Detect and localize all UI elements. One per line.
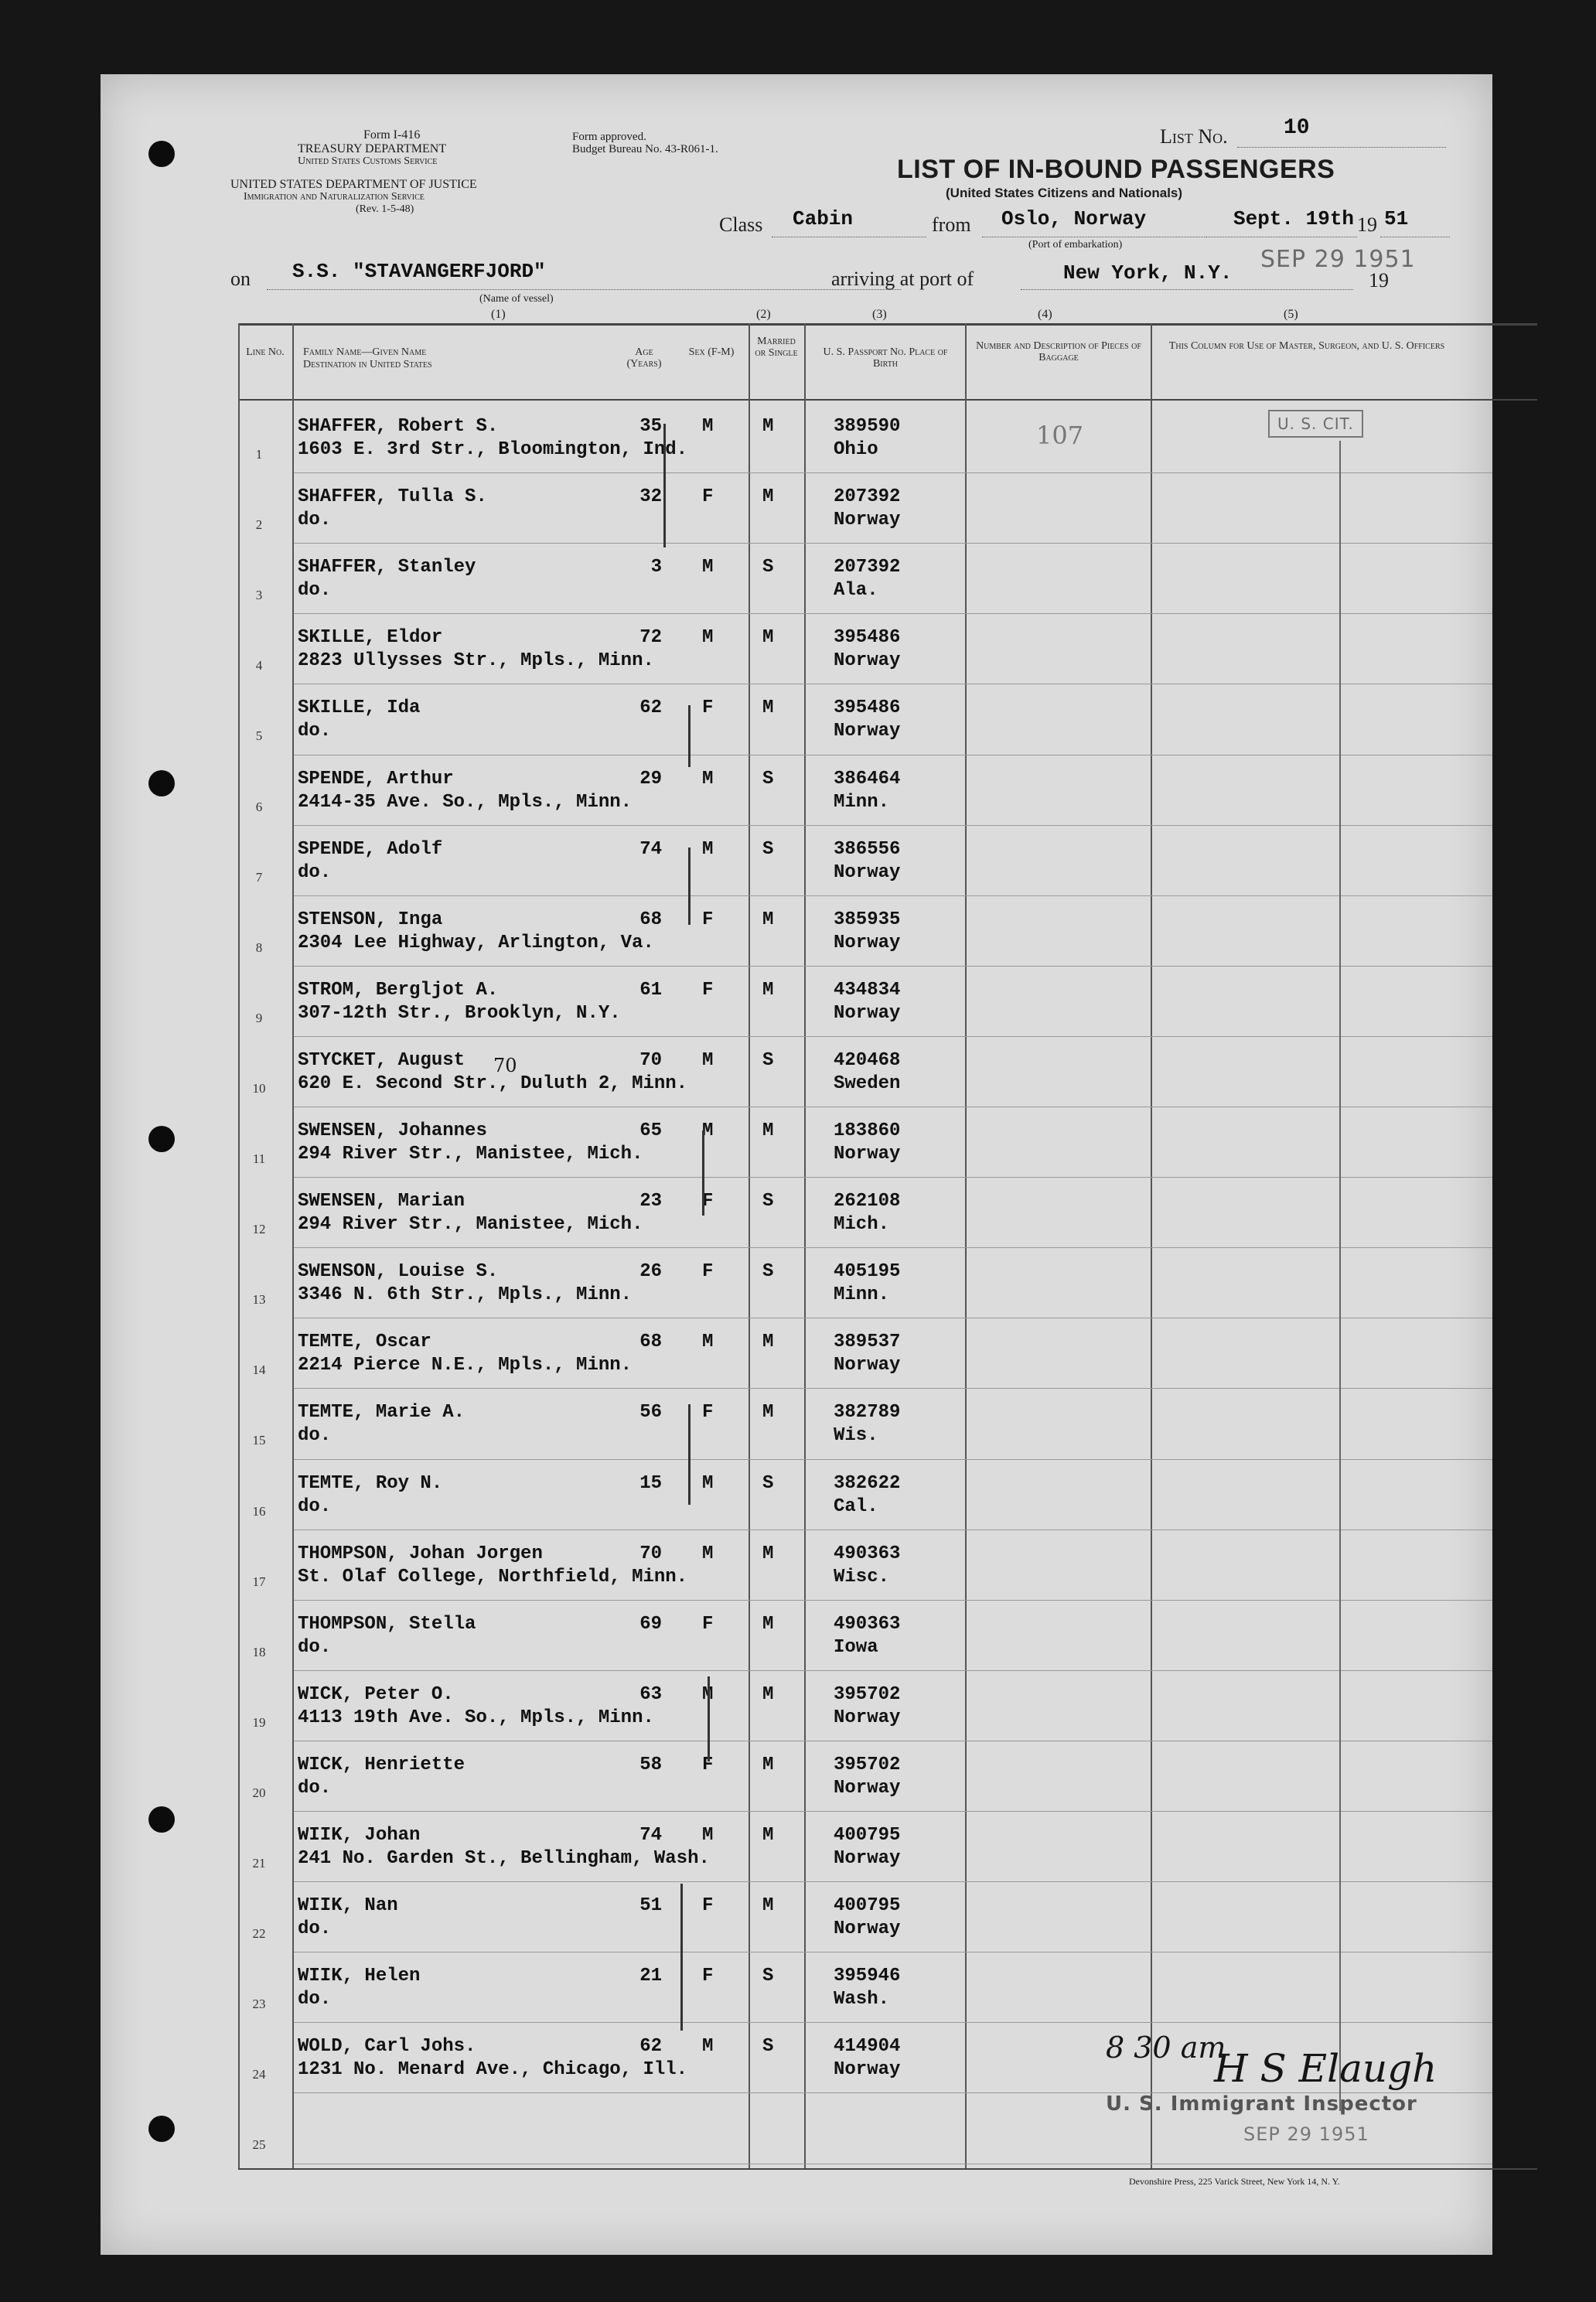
passenger-destination: St. Olaf College, Northfield, Minn.	[298, 1566, 688, 1588]
passenger-sex: M	[702, 1543, 714, 1564]
place-of-birth: Norway	[834, 1848, 901, 1869]
binder-hole	[148, 141, 175, 167]
passenger-marital: M	[762, 1543, 774, 1564]
passenger-sex: F	[702, 1261, 714, 1283]
passenger-age: 70	[639, 1049, 662, 1071]
from-value: Oslo, Norway	[1001, 207, 1147, 230]
passenger-destination: 620 E. Second Str., Duluth 2, Minn.	[298, 1073, 688, 1094]
port-value: New York, N.Y.	[1063, 261, 1233, 285]
passenger-marital: S	[762, 2036, 774, 2058]
line-number: 22	[252, 1926, 266, 1942]
passenger-destination: 2823 Ullysses Str., Mpls., Minn.	[298, 650, 654, 672]
binder-hole	[148, 770, 175, 796]
passenger-sex: F	[702, 1754, 714, 1775]
place-of-birth: Norway	[834, 1002, 901, 1024]
passenger-destination: do.	[298, 1636, 332, 1658]
inspector-date-stamp: SEP 29 1951	[1243, 2123, 1369, 2145]
passenger-marital: M	[762, 1120, 774, 1141]
pen-bracket	[688, 847, 691, 925]
us-citizen-stamp: U. S. CIT.	[1268, 410, 1363, 438]
passport-number: 382789	[834, 1402, 901, 1424]
passenger-marital: M	[762, 1754, 774, 1775]
place-of-birth: Norway	[834, 721, 901, 742]
port-underline	[1021, 289, 1353, 290]
passport-number: 395486	[834, 697, 901, 719]
col-head-baggage: Number and Description of Pieces of Baggage	[976, 340, 1141, 363]
passenger-marital: M	[762, 1683, 774, 1705]
list-no-underline	[1237, 147, 1446, 148]
place-of-birth: Norway	[834, 1777, 901, 1799]
passport-number: 382622	[834, 1472, 901, 1494]
passenger-destination: 1603 E. 3rd Str., Bloomington, Ind.	[298, 439, 688, 460]
col-num-5: (5)	[1284, 308, 1298, 321]
passenger-destination: 294 River Str., Manistee, Mich.	[298, 1214, 643, 1236]
passenger-destination: do.	[298, 861, 332, 883]
form-revision: (Rev. 1-5-48)	[356, 203, 414, 215]
form-number: Form I-416	[363, 128, 421, 142]
passenger-name: SPENDE, Arthur	[298, 768, 454, 790]
passenger-sex: M	[702, 1049, 714, 1071]
row-divider	[294, 1036, 1492, 1037]
passenger-destination: do.	[298, 1425, 332, 1447]
col-head-name: Family Name—Given Name	[303, 346, 427, 358]
passenger-age: 61	[639, 979, 662, 1001]
line-number: 14	[252, 1362, 266, 1378]
passenger-destination: 1231 No. Menard Ave., Chicago, Ill.	[298, 2059, 688, 2081]
list-no-value: 10	[1284, 116, 1310, 140]
passenger-sex: F	[702, 1613, 714, 1635]
place-of-birth: Mich.	[834, 1214, 890, 1236]
passport-number: 207392	[834, 486, 901, 508]
passenger-age: 74	[639, 1825, 662, 1846]
passenger-marital: M	[762, 1825, 774, 1846]
passenger-name: WOLD, Carl Johs.	[298, 2036, 476, 2058]
passenger-marital: S	[762, 1966, 774, 1987]
passenger-sex: F	[702, 697, 714, 719]
col-divider	[965, 323, 967, 2168]
passenger-name: SHAFFER, Robert S.	[298, 416, 499, 437]
line-number: 23	[252, 1997, 266, 2012]
pen-bracket	[663, 424, 666, 547]
passenger-sex: M	[702, 2036, 714, 2058]
passenger-age: 56	[639, 1402, 662, 1424]
passenger-name: STROM, Bergljot A.	[298, 979, 499, 1001]
row-divider	[294, 2022, 1492, 2023]
place-of-birth: Norway	[834, 1355, 901, 1376]
passenger-age: 70	[639, 1543, 662, 1564]
vessel-name: S.S. "STAVANGERFJORD"	[292, 260, 546, 283]
passenger-age: 21	[639, 1966, 662, 1987]
passenger-sex: M	[702, 557, 714, 578]
row-divider	[294, 1811, 1492, 1812]
col-num-4: (4)	[1038, 308, 1052, 321]
line-number: 9	[255, 1010, 263, 1025]
budget-bureau: Budget Bureau No. 43-R061-1.	[572, 143, 718, 155]
place-of-birth: Sweden	[834, 1073, 901, 1094]
august-age-note: 70	[493, 1055, 517, 1076]
passenger-sex: M	[702, 1683, 714, 1705]
row-divider	[294, 1881, 1492, 1882]
place-of-birth: Cal.	[834, 1495, 878, 1517]
passenger-marital: M	[762, 1332, 774, 1353]
passenger-marital: S	[762, 768, 774, 790]
passenger-destination: do.	[298, 510, 332, 531]
pen-bracket	[702, 1131, 704, 1216]
place-of-birth: Ala.	[834, 580, 878, 602]
passenger-sex: F	[702, 1895, 714, 1917]
passenger-sex: M	[702, 768, 714, 790]
col-num-2: (2)	[756, 308, 771, 321]
passenger-marital: S	[762, 1191, 774, 1212]
passenger-sex: F	[702, 909, 714, 930]
baggage-count-row-1: 107	[1036, 421, 1084, 450]
passenger-destination: 3346 N. 6th Str., Mpls., Minn.	[298, 1284, 633, 1306]
passenger-sex: F	[702, 1966, 714, 1987]
passenger-marital: S	[762, 1261, 774, 1283]
passport-number: 389590	[834, 416, 901, 437]
passenger-marital: M	[762, 486, 774, 508]
line-number: 17	[252, 1574, 266, 1589]
passenger-destination: do.	[298, 1989, 332, 2010]
year-prefix: 19	[1357, 213, 1377, 236]
passenger-marital: M	[762, 416, 774, 437]
passport-number: 207392	[834, 557, 901, 578]
passenger-name: SHAFFER, Stanley	[298, 557, 476, 578]
line-number: 15	[252, 1433, 266, 1448]
year-suffix: 51	[1384, 207, 1409, 230]
line-number: 5	[255, 728, 263, 744]
passenger-name: WICK, Peter O.	[298, 1683, 454, 1705]
passenger-marital: M	[762, 1402, 774, 1424]
line-number: 25	[252, 2137, 266, 2153]
binder-hole	[148, 2116, 175, 2142]
binder-hole	[148, 1126, 175, 1152]
passenger-marital: M	[762, 909, 774, 930]
date-value: Sept. 19th	[1233, 207, 1355, 230]
passenger-sex: F	[702, 1191, 714, 1212]
col-head-age: Age (Years)	[626, 346, 662, 370]
passenger-age: 58	[639, 1754, 662, 1775]
line-number: 20	[252, 1785, 266, 1800]
passenger-destination: 307-12th Str., Brooklyn, N.Y.	[298, 1002, 621, 1024]
passport-number: 395486	[834, 627, 901, 649]
pen-bracket	[688, 705, 691, 767]
header-bottom-rule	[238, 399, 1537, 401]
passport-number: 389537	[834, 1332, 901, 1353]
passenger-sex: M	[702, 1825, 714, 1846]
line-number: 8	[255, 940, 263, 955]
passenger-marital: S	[762, 1472, 774, 1494]
passenger-name: SPENDE, Adolf	[298, 838, 443, 860]
passenger-name: STYCKET, August	[298, 1049, 466, 1071]
passenger-sex: F	[702, 486, 714, 508]
passenger-sex: F	[702, 979, 714, 1001]
passenger-name: WIIK, Johan	[298, 1825, 421, 1846]
line-number: 11	[252, 1151, 266, 1166]
justice-dept: UNITED STATES DEPARTMENT OF JUSTICE	[230, 178, 477, 191]
passenger-marital: M	[762, 1613, 774, 1635]
line-number: 7	[255, 869, 263, 885]
line-number: 19	[252, 1714, 266, 1730]
passport-number: 395702	[834, 1754, 901, 1775]
vessel-underline	[267, 289, 901, 290]
place-of-birth: Wisc.	[834, 1566, 890, 1588]
officer-column-line	[1339, 441, 1341, 2111]
row-divider	[294, 1177, 1492, 1178]
line-number: 6	[255, 799, 263, 814]
passenger-age: 32	[639, 486, 662, 508]
row-divider	[294, 895, 1492, 896]
passport-number: 183860	[834, 1120, 901, 1141]
customs-service: United States Customs Service	[298, 155, 438, 167]
ins-service: Immigration and Naturalization Service	[244, 191, 425, 203]
passenger-name: SWENSON, Louise S.	[298, 1261, 499, 1283]
place-of-birth: Norway	[834, 650, 901, 672]
passenger-name: SWENSEN, Johannes	[298, 1120, 487, 1141]
passenger-destination: 2214 Pierce N.E., Mpls., Minn.	[298, 1355, 633, 1376]
passenger-name: TEMTE, Oscar	[298, 1332, 431, 1353]
place-of-birth: Norway	[834, 1918, 901, 1940]
col-head-officers: This Column for Use of Master, Surgeon, and U. S. Officers	[1168, 340, 1445, 352]
line-number: 3	[255, 588, 263, 603]
table-top-rule	[238, 323, 1537, 326]
row-divider	[294, 472, 1492, 473]
col-num-3: (3)	[872, 308, 887, 321]
inspector-signature: H S Elaugh	[1214, 2046, 1437, 2091]
line-number: 4	[255, 658, 263, 674]
printer-note: Devonshire Press, 225 Varick Street, New York 14, N. Y.	[1129, 2176, 1340, 2187]
year2-prefix: 19	[1369, 269, 1389, 292]
passenger-marital: S	[762, 838, 774, 860]
passport-number: 395946	[834, 1966, 901, 1987]
place-of-birth: Norway	[834, 510, 901, 531]
passenger-marital: S	[762, 1049, 774, 1071]
passenger-age: 63	[639, 1683, 662, 1705]
row-divider	[294, 1600, 1492, 1601]
place-of-birth: Wis.	[834, 1425, 878, 1447]
passenger-name: WIIK, Nan	[298, 1895, 398, 1917]
passenger-age: 23	[639, 1191, 662, 1212]
passenger-name: STENSON, Inga	[298, 909, 443, 930]
passenger-destination: 4113 19th Ave. So., Mpls., Minn.	[298, 1707, 654, 1728]
passenger-name: TEMTE, Roy N.	[298, 1472, 443, 1494]
on-label: on	[230, 268, 251, 290]
col-head-married: Married or Single	[755, 336, 798, 359]
line-number: 18	[252, 1644, 266, 1659]
row-divider	[294, 543, 1492, 544]
passport-number: 405195	[834, 1261, 901, 1283]
passenger-sex: M	[702, 1120, 714, 1141]
passenger-destination: 241 No. Garden St., Bellingham, Wash.	[298, 1848, 710, 1869]
col-head-line-no: Line No.	[246, 346, 285, 358]
inspector-stamp: U. S. Immigrant Inspector	[1106, 2092, 1417, 2116]
row-divider	[294, 613, 1492, 614]
passenger-age: 62	[639, 2036, 662, 2058]
passport-number: 395702	[834, 1683, 901, 1705]
passenger-name: THOMPSON, Stella	[298, 1613, 476, 1635]
line-number: 16	[252, 1503, 266, 1519]
passport-number: 434834	[834, 979, 901, 1001]
passport-number: 420468	[834, 1049, 901, 1071]
passenger-name: SKILLE, Ida	[298, 697, 421, 719]
passenger-destination: do.	[298, 1495, 332, 1517]
from-label: from	[932, 213, 971, 236]
passenger-marital: M	[762, 979, 774, 1001]
treasury-dept: TREASURY DEPARTMENT	[298, 142, 447, 155]
passenger-sex: M	[702, 838, 714, 860]
row-divider	[294, 1388, 1492, 1389]
passport-number: 386556	[834, 838, 901, 860]
passenger-name: SWENSEN, Marian	[298, 1191, 466, 1212]
row-divider	[294, 1459, 1492, 1460]
place-of-birth: Norway	[834, 861, 901, 883]
passenger-age: 29	[639, 768, 662, 790]
passenger-age: 35	[639, 416, 662, 437]
col-num-1: (1)	[491, 308, 506, 321]
passport-number: 414904	[834, 2036, 901, 2058]
pen-bracket	[680, 1884, 683, 2031]
passenger-marital: M	[762, 697, 774, 719]
passenger-destination: 2304 Lee Highway, Arlington, Va.	[298, 932, 654, 953]
passenger-destination: 294 River Str., Manistee, Mich.	[298, 1144, 643, 1165]
col-divider	[292, 323, 294, 2168]
document-subtitle: (United States Citizens and Nationals)	[946, 186, 1183, 200]
passenger-name: TEMTE, Marie A.	[298, 1402, 466, 1424]
binder-hole	[148, 1806, 175, 1833]
time-note: 8 30 am	[1106, 2031, 1226, 2065]
passenger-sex: M	[702, 416, 714, 437]
document-title: LIST OF IN-BOUND PASSENGERS	[897, 155, 1335, 184]
passenger-name: SHAFFER, Tulla S.	[298, 486, 487, 508]
line-number: 21	[252, 1856, 266, 1871]
arrival-date-stamp: SEP 29 1951	[1260, 246, 1416, 273]
place-of-birth: Norway	[834, 932, 901, 953]
place-of-birth: Wash.	[834, 1989, 890, 2010]
place-of-birth: Norway	[834, 1144, 901, 1165]
passenger-sex: F	[702, 1402, 714, 1424]
row-divider	[294, 1247, 1492, 1248]
passenger-destination: do.	[298, 580, 332, 602]
col-head-sex: Sex (F-M)	[688, 346, 735, 358]
passenger-sex: M	[702, 1472, 714, 1494]
pen-bracket	[708, 1676, 710, 1761]
passport-number: 490363	[834, 1543, 901, 1564]
passenger-destination: do.	[298, 1777, 332, 1799]
passenger-destination: 2414-35 Ave. So., Mpls., Minn.	[298, 791, 633, 813]
row-divider	[294, 825, 1492, 826]
passport-number: 400795	[834, 1825, 901, 1846]
line-number: 2	[255, 517, 263, 533]
passenger-age: 3	[650, 557, 662, 578]
passenger-age: 26	[639, 1261, 662, 1283]
col-head-destination: Destination in United States	[303, 359, 432, 370]
passenger-age: 15	[639, 1472, 662, 1494]
col-divider	[749, 323, 750, 2168]
passenger-sex: M	[702, 627, 714, 649]
passport-number: 386464	[834, 768, 901, 790]
passenger-destination: do.	[298, 1918, 332, 1940]
passenger-name: THOMPSON, Johan Jorgen	[298, 1543, 543, 1564]
table-bottom-rule	[238, 2168, 1537, 2170]
passenger-age: 68	[639, 909, 662, 930]
passport-number: 490363	[834, 1613, 901, 1635]
passenger-marital: S	[762, 557, 774, 578]
passenger-marital: M	[762, 627, 774, 649]
passenger-name: WIIK, Helen	[298, 1966, 421, 1987]
passenger-name: SKILLE, Eldor	[298, 627, 443, 649]
passenger-age: 74	[639, 838, 662, 860]
place-of-birth: Ohio	[834, 439, 878, 460]
passenger-age: 65	[639, 1120, 662, 1141]
line-number: 24	[252, 2067, 266, 2082]
line-number: 1	[255, 447, 263, 462]
row-divider	[294, 1670, 1492, 1671]
passenger-name: WICK, Henriette	[298, 1754, 466, 1775]
line-number: 12	[252, 1222, 266, 1237]
line-number: 13	[252, 1292, 266, 1308]
form-approved: Form approved.	[572, 131, 646, 143]
pen-bracket	[688, 1404, 691, 1505]
passport-number: 385935	[834, 909, 901, 930]
place-of-birth: Iowa	[834, 1636, 878, 1658]
place-of-birth: Minn.	[834, 791, 890, 813]
passenger-age: 51	[639, 1895, 662, 1917]
passenger-sex: M	[702, 1332, 714, 1353]
place-of-birth: Minn.	[834, 1284, 890, 1306]
line-number: 10	[252, 1080, 266, 1096]
place-of-birth: Norway	[834, 2059, 901, 2081]
passenger-age: 62	[639, 697, 662, 719]
list-no-label: List No.	[1160, 125, 1228, 148]
manifest-sheet	[101, 74, 1492, 2255]
passenger-destination: do.	[298, 721, 332, 742]
arriving-label: arriving at port of	[831, 268, 974, 290]
col-head-passport: U. S. Passport No. Place of Birth	[823, 346, 948, 370]
row-divider	[294, 966, 1492, 967]
passport-number: 262108	[834, 1191, 901, 1212]
passenger-marital: M	[762, 1895, 774, 1917]
col-divider	[1151, 323, 1152, 2168]
passenger-age: 72	[639, 627, 662, 649]
passenger-age: 68	[639, 1332, 662, 1353]
passport-number: 400795	[834, 1895, 901, 1917]
vessel-note: (Name of vessel)	[479, 293, 554, 305]
embark-note: (Port of embarkation)	[1028, 239, 1123, 251]
passenger-age: 69	[639, 1613, 662, 1635]
place-of-birth: Norway	[834, 1707, 901, 1728]
col-divider	[804, 323, 806, 2168]
class-value: Cabin	[793, 207, 854, 230]
class-label: Class	[719, 213, 763, 236]
